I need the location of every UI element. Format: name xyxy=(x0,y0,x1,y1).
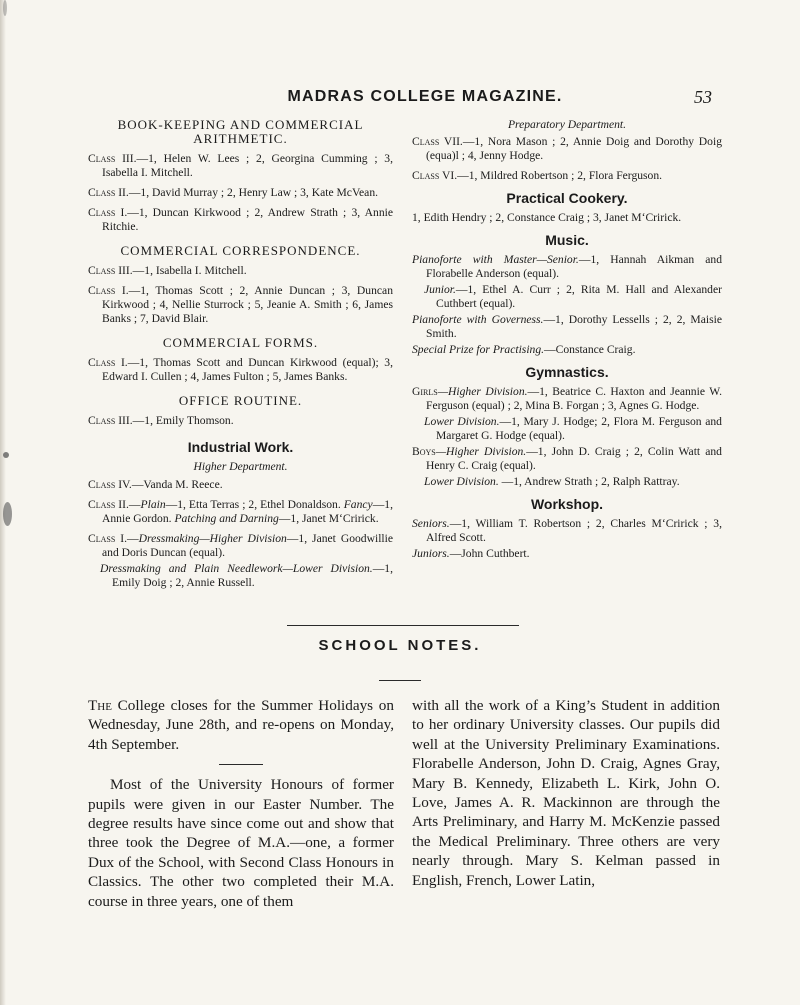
list-item: Seniors.—1, William T. Robertson ; 2, Charles M‘Cririck ; 3, Alfred Scott. xyxy=(412,517,722,544)
list-item: Girls—Higher Division.—1, Beatrice C. Haxton and Jeannie W. Ferguson (equal) ; 2, Mina B. Forgan ; 3, Agnes G. Hodge. xyxy=(412,385,722,412)
section-heading-office: OFFICE ROUTINE. xyxy=(178,393,303,408)
list-item: Class I.—Dressmaking—Higher Division—1, Janet Goodwillie and Doris Duncan (equal). xyxy=(88,532,394,559)
list-item: Class VII.—1, Nora Mason ; 2, Annie Doig and Dorothy Doig (equa)l ; 4, Jenny Hodge. xyxy=(412,135,722,162)
list-item: Class II.—1, David Murray ; 2, Henry Law ; 3, Kate McVean. xyxy=(88,186,379,199)
list-item: Juniors.—John Cuthbert. xyxy=(412,547,530,560)
list-item: Dressmaking and Plain Needlework—Lower Division.—1, Emily Doig ; 2, Annie Russell. xyxy=(100,562,393,589)
section-divider xyxy=(287,625,519,626)
section-heading-cookery: Practical Cookery. xyxy=(506,190,628,206)
paragraph-separator xyxy=(219,764,263,765)
subheading-preparatory: Preparatory Department. xyxy=(507,118,627,131)
section-heading-music: Music. xyxy=(545,232,589,248)
list-item: Class I.—1, Duncan Kirkwood ; 2, Andrew Strath ; 3, Annie Ritchie. xyxy=(88,206,393,233)
list-item: Class IV.—Vanda M. Reece. xyxy=(88,478,223,491)
list-item: Lower Division. —1, Andrew Strath ; 2, Ralph Rattray. xyxy=(424,475,680,488)
title-underline xyxy=(379,680,421,681)
subheading-higher-department: Higher Department. xyxy=(193,460,288,473)
list-item: Pianoforte with Governess.—1, Dorothy Lessells ; 2, 2, Maisie Smith. xyxy=(412,313,722,340)
school-notes-title: SCHOOL NOTES. xyxy=(318,637,482,654)
prize-list-right-column xyxy=(412,118,722,567)
margin-ink-mark xyxy=(3,0,7,16)
section-heading-industrial: Industrial Work. xyxy=(187,439,294,455)
list-item: Class III.—1, Emily Thomson. xyxy=(88,414,234,427)
section-heading-gymnastics: Gymnastics. xyxy=(525,364,609,380)
list-item: Class III.—1, Isabella I. Mitchell. xyxy=(88,264,247,277)
list-item: Class II.—Plain—1, Etta Terras ; 2, Ethel Donaldson. Fancy—1, Annie Gordon. Patching and Darning—1, Janet M‘Cririck. xyxy=(88,498,393,525)
notes-paragraph: The College closes for the Summer Holidays on Wednesday, June 28th, and re-opens on Monday, 4th September. xyxy=(88,697,394,753)
running-head-title: MADRAS COLLEGE MAGAZINE. xyxy=(287,88,563,105)
margin-ink-mark xyxy=(3,502,12,526)
list-item: Class VI.—1, Mildred Robertson ; 2, Flora Ferguson. xyxy=(412,169,663,182)
page-number: 53 xyxy=(694,87,712,107)
list-item: Class I.—1, Thomas Scott and Duncan Kirkwood (equal); 3, Edward I. Cullen ; 4, James Fulton ; 5, James Banks. xyxy=(88,356,393,383)
list-item: Class I.—1, Thomas Scott ; 2, Annie Duncan ; 3, Duncan Kirkwood ; 4, Nellie Sturrock ; 5, Jeanie A. Smith ; 6, James Banks ; 7, David Blair. xyxy=(88,284,393,325)
section-heading-forms: COMMERCIAL FORMS. xyxy=(162,335,319,350)
list-item: Boys—Higher Division.—1, John D. Craig ; 2, Colin Watt and Henry C. Craig (equal). xyxy=(412,445,722,472)
margin-ink-mark xyxy=(3,452,9,458)
section-heading-correspondence: COMMERCIAL CORRESPONDENCE. xyxy=(120,243,361,258)
list-item: Class III.—1, Helen W. Lees ; 2, Georgina Cumming ; 3, Isabella I. Mitchell. xyxy=(88,152,393,179)
school-notes-left-column xyxy=(88,696,394,911)
notes-paragraph: Most of the University Honours of former pupils were given in our Easter Number. The degree results have since come out and show that three took the Degree of M.A.—one, a former Dux of the School, with Second Class Honours in Classics. The other two completed their M.A. course in three years, one of them xyxy=(88,776,394,910)
list-item: 1, Edith Hendry ; 2, Constance Craig ; 3, Janet M‘Cririck. xyxy=(412,211,682,224)
notes-paragraph: with all the work of a King’s Student in addition to her ordinary University classes. Our pupils did well at the University Preliminary Examinations. Florabelle Anderson, John D. Craig, Agnes Gray, Mary B. Kennedy, Elizabeth L. Kirk, John O. Love, James A. R. Mackinnon are through the Arts Preliminary, and Harry M. McKenzie passed the Medical Preliminary. Three others are very nearly through. Mary S. Kelman passed in English, French, Lower Latin, xyxy=(412,697,720,889)
list-item: Special Prize for Practising.—Constance Craig. xyxy=(412,343,636,356)
list-item: Junior.—1, Ethel A. Curr ; 2, Rita M. Hall and Alexander Cuthbert (equal). xyxy=(424,283,722,310)
section-heading-workshop: Workshop. xyxy=(530,496,604,512)
prize-list-left-column xyxy=(88,118,393,596)
section-heading-bookkeeping: BOOK-KEEPING AND COMMERCIAL ARITHMETIC. xyxy=(117,117,364,146)
list-item: Pianoforte with Master—Senior.—1, Hannah Aikman and Florabelle Anderson (equal). xyxy=(412,253,722,280)
school-notes-right-column xyxy=(412,696,720,890)
list-item: Lower Division.—1, Mary J. Hodge; 2, Flora M. Ferguson and Margaret G. Hodge (equal). xyxy=(424,415,722,442)
